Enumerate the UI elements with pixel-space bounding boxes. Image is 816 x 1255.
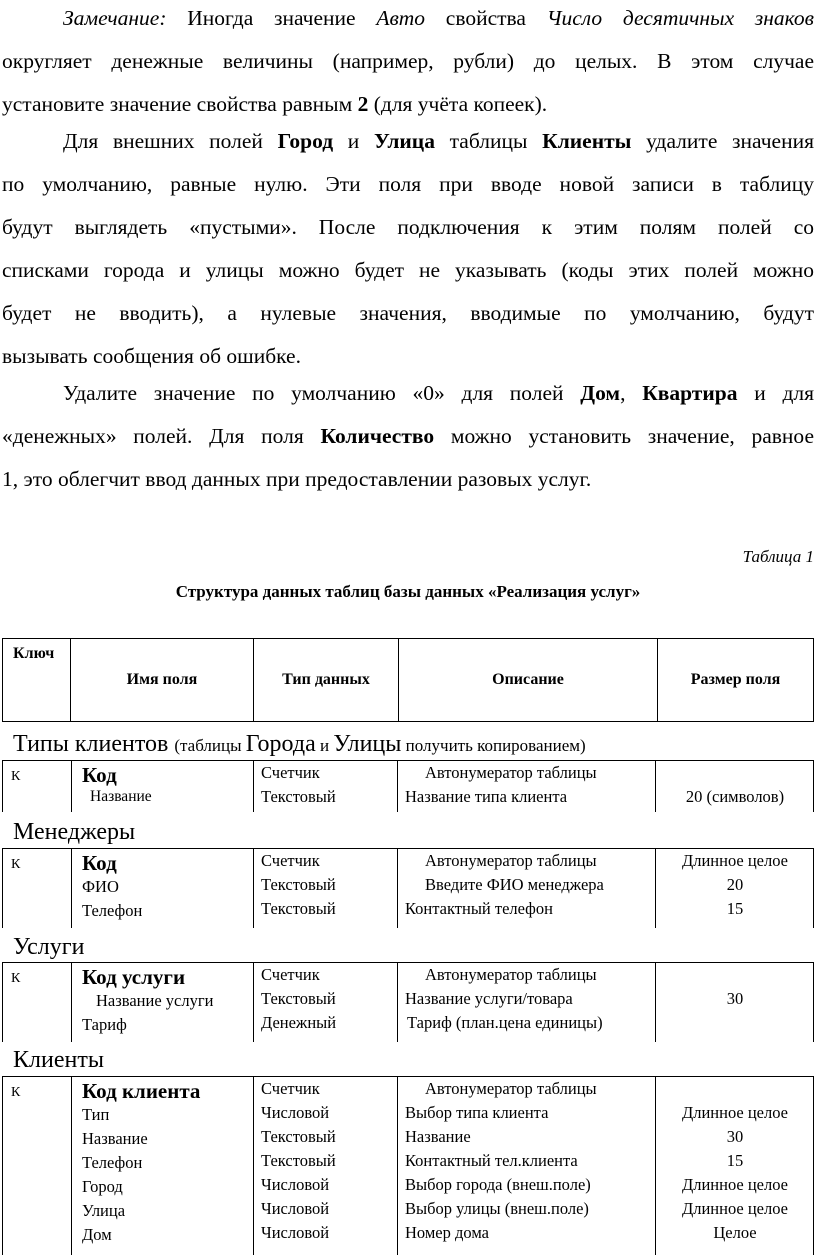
para2-line-5: будет не вводить), а нулевые значения, вводимые по умолчанию, будут — [2, 301, 814, 325]
table-caption: Таблица 1 — [742, 547, 814, 566]
para2-line-3: будут выглядеть «пустыми». После подключения к этим полям полей со — [2, 215, 814, 239]
data-types: Счетчик Текстовый Текстовый — [261, 851, 336, 918]
field-sizes: Длинное целое 20 15 — [681, 851, 789, 918]
descriptions: Автонумератор таблицы Введите ФИО менеджера Контактный телефон — [405, 851, 604, 918]
header-key: Ключ — [3, 639, 71, 722]
field-names: Код ФИО Телефон — [82, 851, 143, 920]
section-title-services: Услуги — [13, 934, 85, 960]
group-client-types — [2, 760, 814, 812]
key-marker: К — [11, 1085, 21, 1100]
note-line-2: округляет денежные величины (например, рубли) до целых. В этом случае — [2, 49, 814, 73]
data-types: Счетчик Текстовый Денежный — [261, 965, 337, 1032]
para3-line-2: «денежных» полей. Для поля Количество можно установить значение, равное — [2, 424, 814, 448]
note-paragraph — [2, 0, 814, 126]
data-types: Счетчик Числовой Текстовый Текстовый Числовой Числовой Числовой — [261, 1079, 336, 1242]
field-names: Код услуги Название услуги Тариф — [82, 965, 214, 1034]
para2-line-2: по умолчанию, равные нулю. Эти поля при вводе новой записи в таблицу — [2, 172, 814, 196]
table-title: Структура данных таблиц базы данных «Реализация услуг» — [175, 582, 641, 601]
section-title-managers: Менеджеры — [13, 819, 136, 845]
field-sizes: 20 (символов) — [685, 787, 785, 806]
descriptions: Автонумератор таблицы Выбор типа клиента Название Контактный тел.клиента Выбор города (внеш.поле) Выбор улицы (внеш.поле) Номер дома — [405, 1079, 597, 1242]
data-types: Счетчик Текстовый — [261, 763, 336, 806]
header-data-type: Тип данных — [254, 639, 399, 722]
para2-line-1: Для внешних полей Город и Улица таблицы Клиенты удалите значения — [63, 129, 814, 153]
para3-line-1: Удалите значение по умолчанию «0» для полей Дом, Квартира и для — [63, 381, 814, 405]
section-title-clients: Клиенты — [13, 1047, 104, 1073]
para3-line-3: 1, это облегчит ввод данных при предоставлении разовых услуг. — [2, 467, 592, 491]
para2-line-6: вызывать сообщения об ошибке. — [2, 344, 301, 368]
key-marker: К — [11, 971, 21, 986]
header-field-size: Размер поля — [658, 639, 814, 722]
field-names: Код Название — [82, 763, 152, 805]
header-field-name: Имя поля — [71, 639, 254, 722]
key-marker: К — [11, 769, 21, 784]
group-clients — [2, 1076, 814, 1255]
note-line-3: установите значение свойства равным 2 (для учёта копеек). — [2, 92, 548, 116]
group-services — [2, 962, 814, 1042]
note-line-1: Замечание: Иногда значение Авто свойства Число десятичных знаков — [63, 6, 815, 30]
group-managers — [2, 848, 814, 928]
field-sizes: 30 — [726, 989, 744, 1008]
header-description: Описание — [399, 639, 658, 722]
table-header — [2, 638, 814, 722]
field-sizes: Длинное целое 30 15 Длинное целое Длинное целое Целое — [681, 1103, 789, 1242]
descriptions: Автонумератор таблицы Название типа клиента — [405, 763, 597, 806]
descriptions: Автонумератор таблицы Название услуги/товара Тариф (план.цена единицы) — [405, 965, 603, 1032]
paragraph-external-fields — [2, 120, 814, 378]
section-title-client-types: Типы клиентов (таблицы Города и Улицы получить копированием) — [13, 731, 586, 757]
field-names: Код клиента Тип Название Телефон Город Улица Дом — [82, 1079, 201, 1244]
key-marker: К — [11, 857, 21, 872]
para2-line-4: списками города и улицы можно будет не указывать (коды этих полей можно — [2, 258, 814, 282]
paragraph-default-values — [2, 372, 814, 501]
